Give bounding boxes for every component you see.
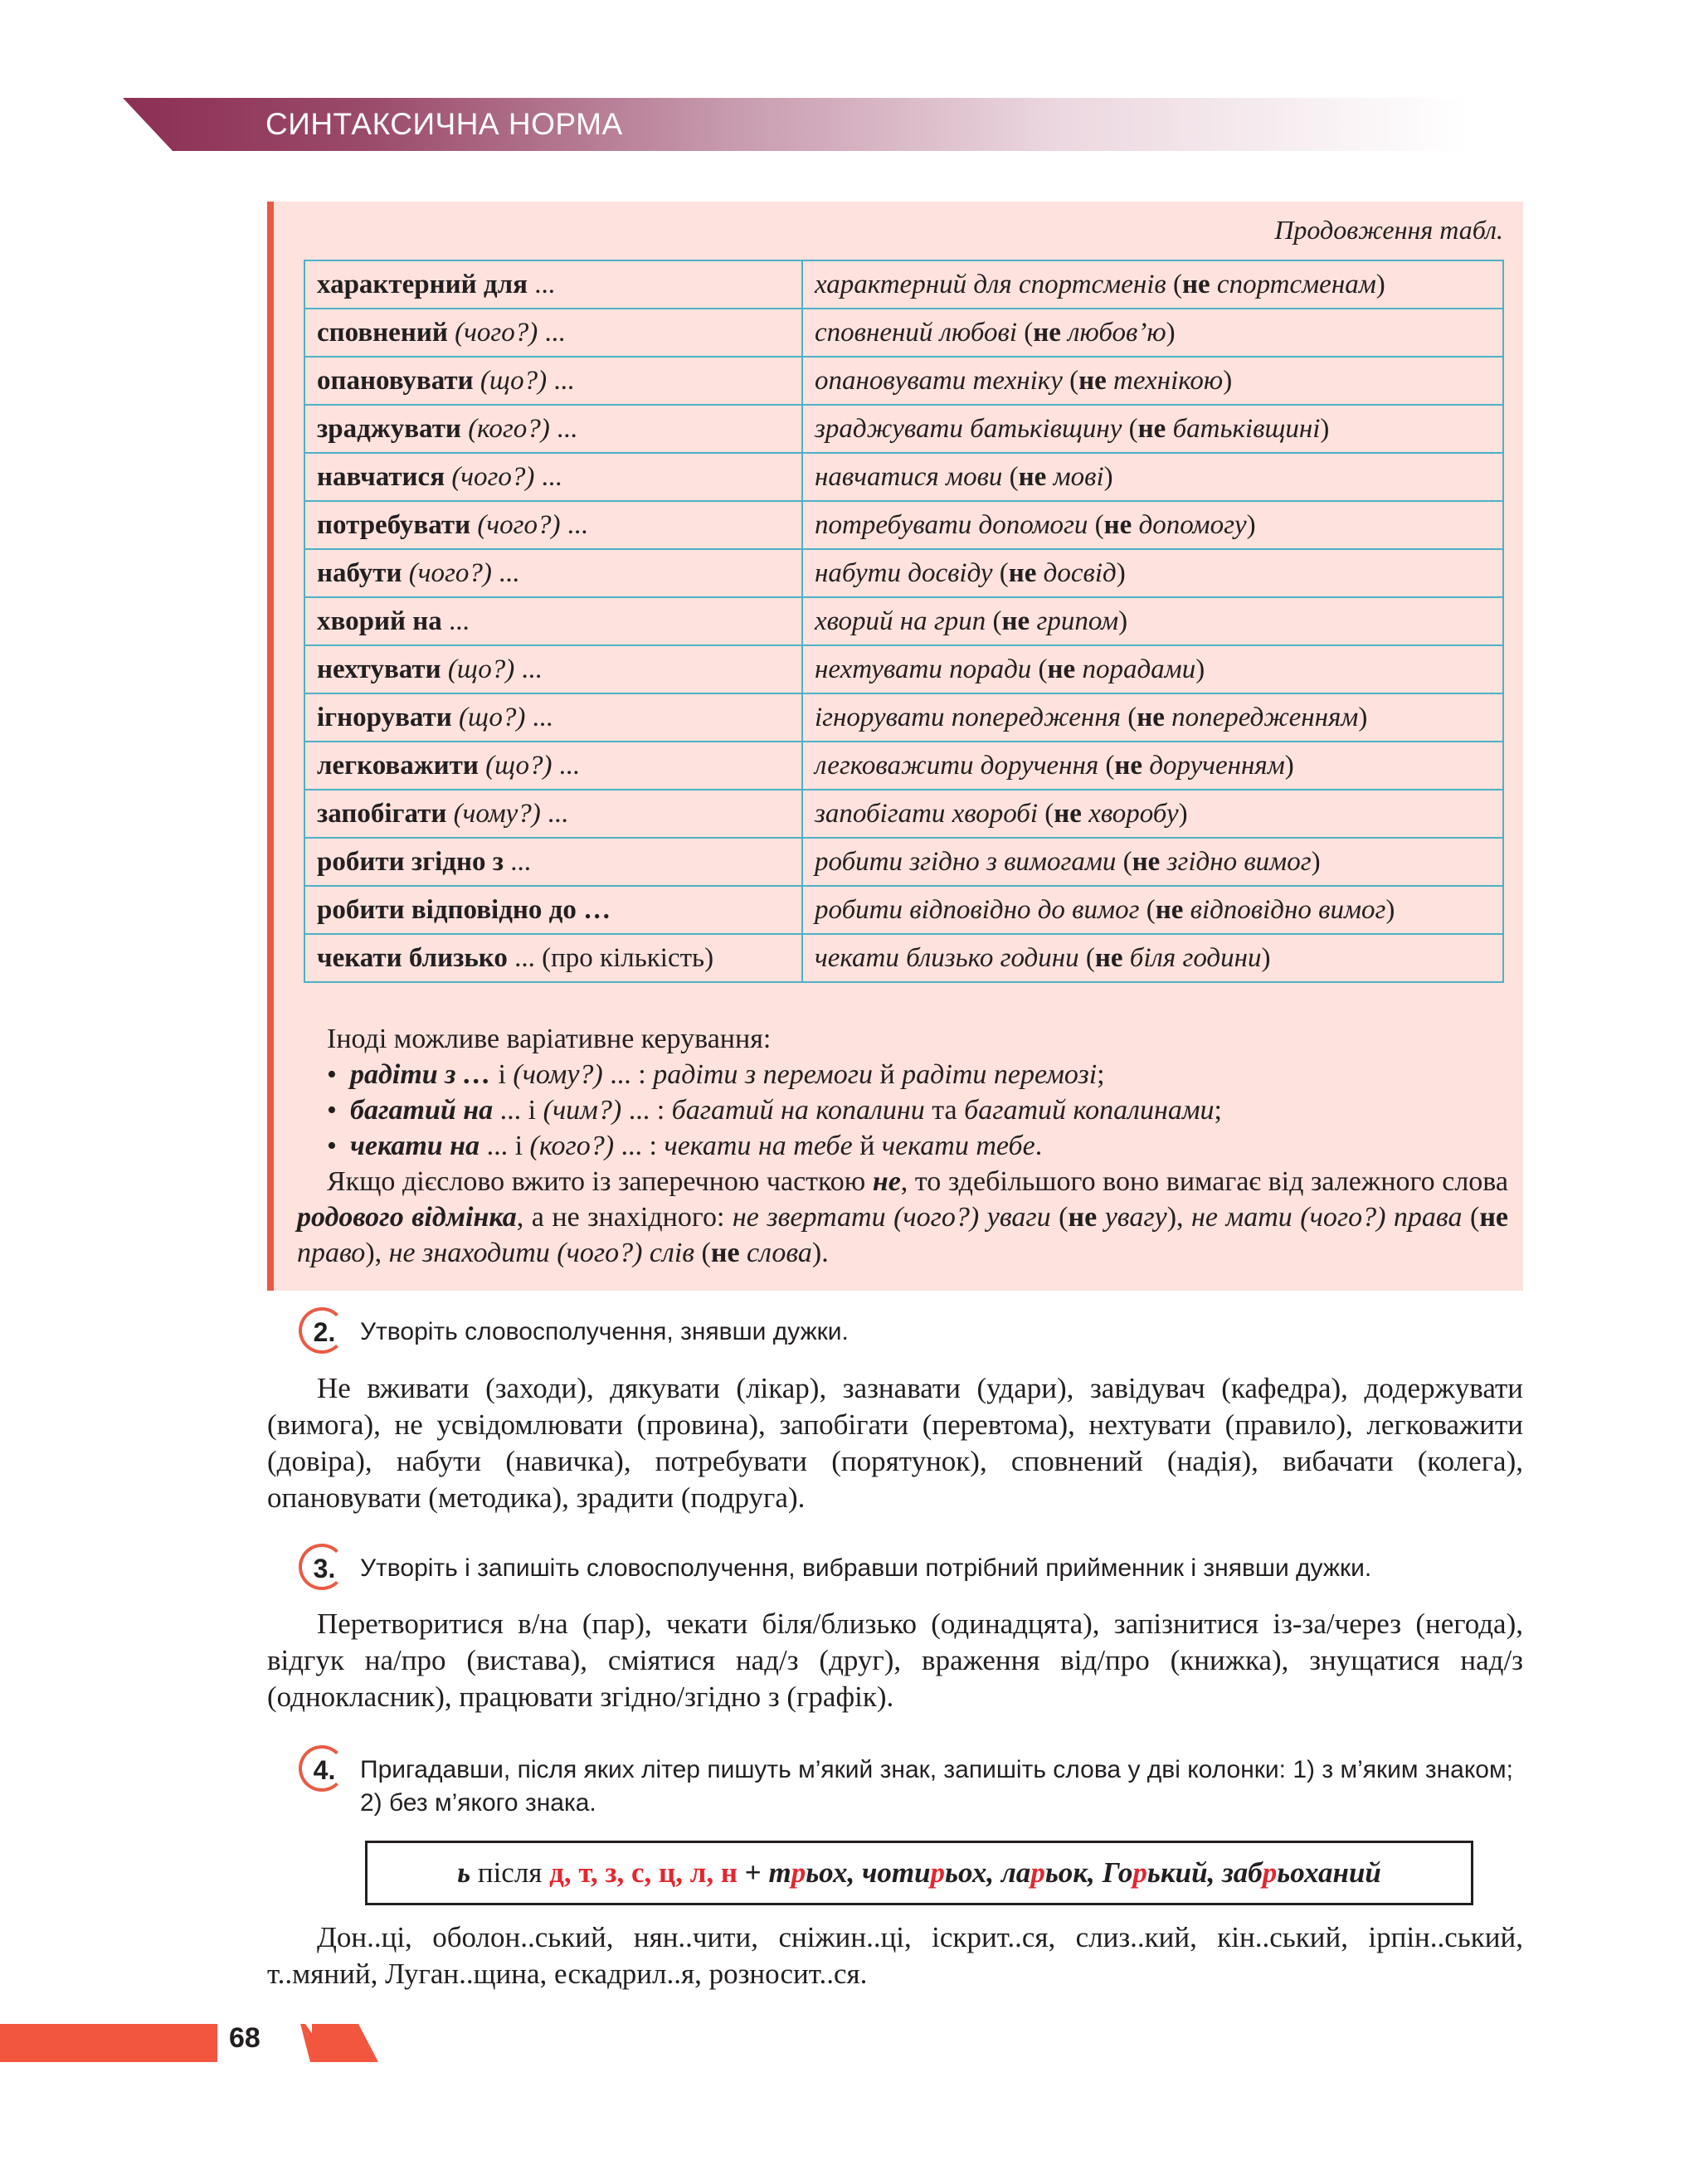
example-cell: ігнорувати попередження (не попередженням) — [802, 693, 1503, 742]
soft-sign-rule-box — [365, 1841, 1473, 1905]
task-number-badge: 4. — [297, 1745, 352, 1795]
governing-word-cell: нехтувати (що?) ... — [304, 645, 802, 693]
task-4-text: Дон..ці, оболон..ський, нян..чити, сніжин..ці, іскрит..ся, слиз..кий, кін..ський, ірпін..ський, т..мяний, Луган..щина, ескадрил..я, розносит..ся. — [267, 1921, 1523, 1990]
table-row — [304, 501, 1503, 549]
governing-word-cell: навчатися (чого?) ... — [304, 453, 802, 501]
table-row — [304, 934, 1503, 982]
table-row — [304, 357, 1503, 405]
example-cell: чекати близько години (не біля години) — [802, 934, 1503, 982]
task-2-title: Утворіть словосполучення, знявши дужки. — [360, 1318, 849, 1345]
table-continuation-label: Продовження табл. — [1274, 215, 1503, 245]
governing-word-cell: зраджувати (кого?) ... — [304, 405, 802, 453]
variant-bullet: • чекати на ... і (кого?) ... : чекати на тебе й чекати тебе. — [297, 1128, 1508, 1164]
table-row — [304, 260, 1503, 309]
notes-intro: Іноді можливе варіативне керування: — [327, 1024, 772, 1054]
table-row — [304, 597, 1503, 645]
notes-block — [297, 1021, 1508, 1271]
task-3-text: Перетворитися в/на (пар), чекати біля/близько (одинадцята), запізнитися із-за/через (негода), відгук на/про (вистава), сміятися над/з (друг), враження від/про (книжка), знущатися над/з (однокласник), працювати згідно/згідно з (графік). — [267, 1608, 1523, 1713]
page-number: 68 — [229, 2022, 260, 2054]
governing-word-cell: сповнений (чого?) ... — [304, 309, 802, 357]
governing-word-cell: характерний для ... — [304, 260, 802, 309]
variant-bullet: • багатий на ... і (чим?) ... : багатий на копалини та багатий копалинами; — [297, 1092, 1508, 1128]
task-3-title: Утворіть і запишіть словосполучення, вибравши потрібний прийменник і знявши дужки. — [360, 1554, 1372, 1582]
task-4-heading — [297, 1754, 1523, 1820]
table-row — [304, 790, 1503, 838]
governing-word-cell: ігнорувати (що?) ... — [304, 693, 802, 742]
table-row — [304, 693, 1503, 742]
rule-text: ь після д, т, з, с, ц, л, н + трьох, чотирьох, ларьок, Горький, забрьоханий — [457, 1856, 1381, 1889]
example-cell: зраджувати батьківщину (не батьківщині) — [802, 405, 1503, 453]
governing-word-cell: легковажити (що?) ... — [304, 742, 802, 790]
task-2-text: Не вживати (заходи), дякувати (лікар), зазнавати (удари), завідувач (кафедра), додержувати (вимога), не усвідомлювати (провина), запобігати (перевтома), нехтувати (правило), легковажити (довіра), набути (навичка), потребувати (порятунок), сповнений (надія), вибачати (колега), опановувати (методика), зрадити (подруга). — [267, 1372, 1523, 1514]
chapter-title: СИНТАКСИЧНА НОРМА — [265, 107, 623, 141]
example-cell: хворий на грип (не грипом) — [802, 597, 1503, 645]
governing-word-cell: хворий на ... — [304, 597, 802, 645]
example-cell: потребувати допомоги (не допомогу) — [802, 501, 1503, 549]
table-row — [304, 405, 1503, 453]
governing-word-cell: потребувати (чого?) ... — [304, 501, 802, 549]
task-number-badge: 3. — [297, 1544, 352, 1593]
governing-word-cell: робити відповідно до … — [304, 886, 802, 934]
example-cell: сповнений любові (не любов’ю) — [802, 309, 1503, 357]
table-row — [304, 645, 1503, 693]
footer-arrow — [312, 2024, 378, 2062]
table-row — [304, 453, 1503, 501]
table-row — [304, 742, 1503, 790]
example-cell: набути досвіду (не досвід) — [802, 549, 1503, 597]
table-row — [304, 886, 1503, 934]
task-4-title: Пригадавши, після яких літер пишуть м’який знак, запишіть слова у дві колонки: 1) з м’яким знаком; 2) без м’якого знака. — [360, 1756, 1513, 1817]
example-cell: запобігати хворобі (не хворобу) — [802, 790, 1503, 838]
example-cell: легковажити доручення (не дорученням) — [802, 742, 1503, 790]
governing-word-cell: робити згідно з ... — [304, 838, 802, 886]
governing-word-cell: запобігати (чому?) ... — [304, 790, 802, 838]
table-row — [304, 838, 1503, 886]
example-cell: опановувати техніку (не технікою) — [802, 357, 1503, 405]
table-row — [304, 309, 1503, 357]
governing-word-cell: чекати близько ... (про кількість) — [304, 934, 802, 982]
notes-paragraph: Якщо дієслово вжито із заперечною часткою не, то здебільшого воно вимагає від залежного слова родового відмінка, а не знахідного: не звертати (чого?) уваги (не увагу), не мати (чого?) права (не право), не знаходити (чого?) слів (не слова). — [297, 1166, 1508, 1268]
task-3-heading — [297, 1552, 1371, 1593]
governing-word-cell: набути (чого?) ... — [304, 549, 802, 597]
variant-bullet: • радіти з … і (чому?) ... : радіти з перемоги й радіти перемозі; — [297, 1057, 1508, 1092]
table-row — [304, 549, 1503, 597]
example-cell: робити відповідно до вимог (не відповідно вимог) — [802, 886, 1503, 934]
task-2-heading — [297, 1316, 849, 1357]
example-cell: навчатися мови (не мові) — [802, 453, 1503, 501]
example-cell: характерний для спортсменів (не спортсменам) — [802, 260, 1503, 309]
task-number-badge: 2. — [297, 1307, 352, 1357]
example-cell: нехтувати поради (не порадами) — [802, 645, 1503, 693]
governing-word-cell: опановувати (що?) ... — [304, 357, 802, 405]
rule-box-pink — [267, 202, 1523, 1291]
example-cell: робити згідно з вимогами (не згідно вимог) — [802, 838, 1503, 886]
government-table — [304, 260, 1504, 983]
